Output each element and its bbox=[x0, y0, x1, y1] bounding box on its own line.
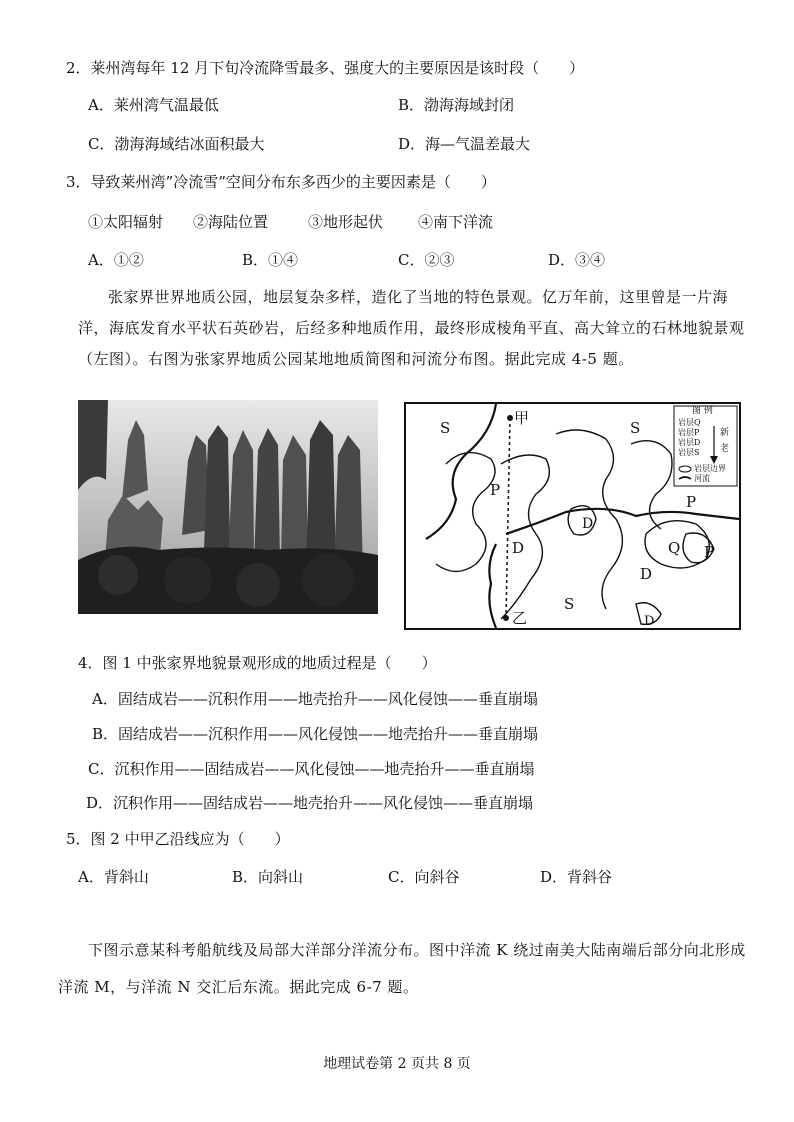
legend-title: 图 例 bbox=[692, 406, 713, 416]
q5-option-a[interactable]: A．背斜山 bbox=[78, 868, 149, 886]
q4-option-a[interactable]: A．固结成岩——沉积作用——地壳抬升——风化侵蚀——垂直崩塌 bbox=[92, 690, 538, 708]
q3-factor-1: ①太阳辐射 bbox=[88, 213, 164, 231]
map-label-p-1: P bbox=[490, 481, 501, 499]
legend-item-d: 岩层D bbox=[678, 438, 701, 447]
geology-map bbox=[404, 402, 741, 630]
q4-option-b[interactable]: B．固结成岩——沉积作用——风化侵蚀——地壳抬升——垂直崩塌 bbox=[92, 725, 539, 743]
q3-option-b[interactable]: B．①④ bbox=[242, 251, 299, 269]
q2-option-c[interactable]: C．渤海海域结冰面积最大 bbox=[88, 135, 265, 153]
q3-factor-2: ②海陆位置 bbox=[193, 213, 269, 231]
q2-option-d[interactable]: D．海—气温差最大 bbox=[398, 135, 531, 153]
legend-item-q: 岩层Q bbox=[678, 418, 701, 427]
question-5-stem: 5．图 2 中甲乙沿线应为（ ） bbox=[66, 830, 290, 848]
question-2-stem: 2．莱州湾每年 12 月下旬冷流降雪最多、强度大的主要原因是该时段（ ） bbox=[66, 59, 585, 77]
passage-ocean-currents: 下图示意某科考船航线及局部大洋部分洋流分布。图中洋流 K 绕过南美大陆南端后部分向北形成洋流 M，与洋流 N 交汇后东流。据此完成 6-7 题。 bbox=[58, 941, 746, 996]
q3-factor-3: ③地形起伏 bbox=[308, 213, 384, 231]
legend-item-boundary: 岩层边界 bbox=[694, 464, 726, 473]
map-label-s-2: S bbox=[630, 419, 641, 437]
map-label-s-3: S bbox=[564, 595, 575, 613]
q5-option-b[interactable]: B．向斜山 bbox=[232, 868, 304, 886]
map-label-q: Q bbox=[668, 539, 681, 557]
q4-option-c[interactable]: C．沉积作用——固结成岩——风化侵蚀——地壳抬升——垂直崩塌 bbox=[88, 760, 535, 778]
legend-new: 新 bbox=[720, 428, 730, 438]
q4-option-d[interactable]: D．沉积作用——固结成岩——地壳抬升——风化侵蚀——垂直崩塌 bbox=[86, 794, 534, 812]
point-yi: 乙 bbox=[512, 609, 528, 627]
map-label-d-2: D bbox=[512, 539, 525, 557]
q3-option-c[interactable]: C．②③ bbox=[398, 251, 455, 269]
map-label-s-1: S bbox=[440, 419, 451, 437]
q5-option-d[interactable]: D．背斜谷 bbox=[540, 868, 613, 886]
map-label-d-1: D bbox=[582, 516, 594, 532]
q2-option-b[interactable]: B．渤海海域封闭 bbox=[398, 96, 515, 114]
q3-option-a[interactable]: A．①② bbox=[88, 251, 144, 269]
legend-item-river: 河流 bbox=[694, 474, 710, 483]
q2-option-a[interactable]: A．莱州湾气温最低 bbox=[88, 96, 219, 114]
page-footer: 地理试卷第 2 页共 8 页 bbox=[323, 1056, 471, 1072]
legend-item-p: 岩层P bbox=[678, 428, 700, 437]
q3-factor-4: ④南下洋流 bbox=[418, 213, 494, 231]
question-3-stem: 3．导致莱州湾”冷流雪”空间分布东多西少的主要因素是（ ） bbox=[66, 173, 496, 191]
question-4-stem: 4．图 1 中张家界地貌景观形成的地质过程是（ ） bbox=[78, 654, 437, 672]
map-label-p-2: P bbox=[686, 493, 697, 511]
legend-item-s: 岩层S bbox=[678, 448, 700, 457]
passage-zhangjiajie: 张家界世界地质公园，地层复杂多样，造化了当地的特色景观。亿万年前，这里曾是一片海洋，海底发育水平状石英砂岩，后经多种地质作用，最终形成棱角平直、高大耸立的石林地貌景观（左图）。右图为张家界地质公园某地地质简图和河流分布图。据此完成 4-5 题。 bbox=[78, 288, 745, 368]
q5-option-c[interactable]: C．向斜谷 bbox=[388, 868, 460, 886]
legend-old: 老 bbox=[720, 444, 730, 454]
stone-forest-photo bbox=[78, 400, 378, 614]
point-jia: 甲 bbox=[514, 409, 530, 427]
map-label-d-3: D bbox=[640, 565, 653, 583]
map-label-d-4: D bbox=[644, 614, 655, 629]
map-label-p-3: P bbox=[704, 543, 715, 561]
q3-option-d[interactable]: D．③④ bbox=[548, 251, 606, 269]
